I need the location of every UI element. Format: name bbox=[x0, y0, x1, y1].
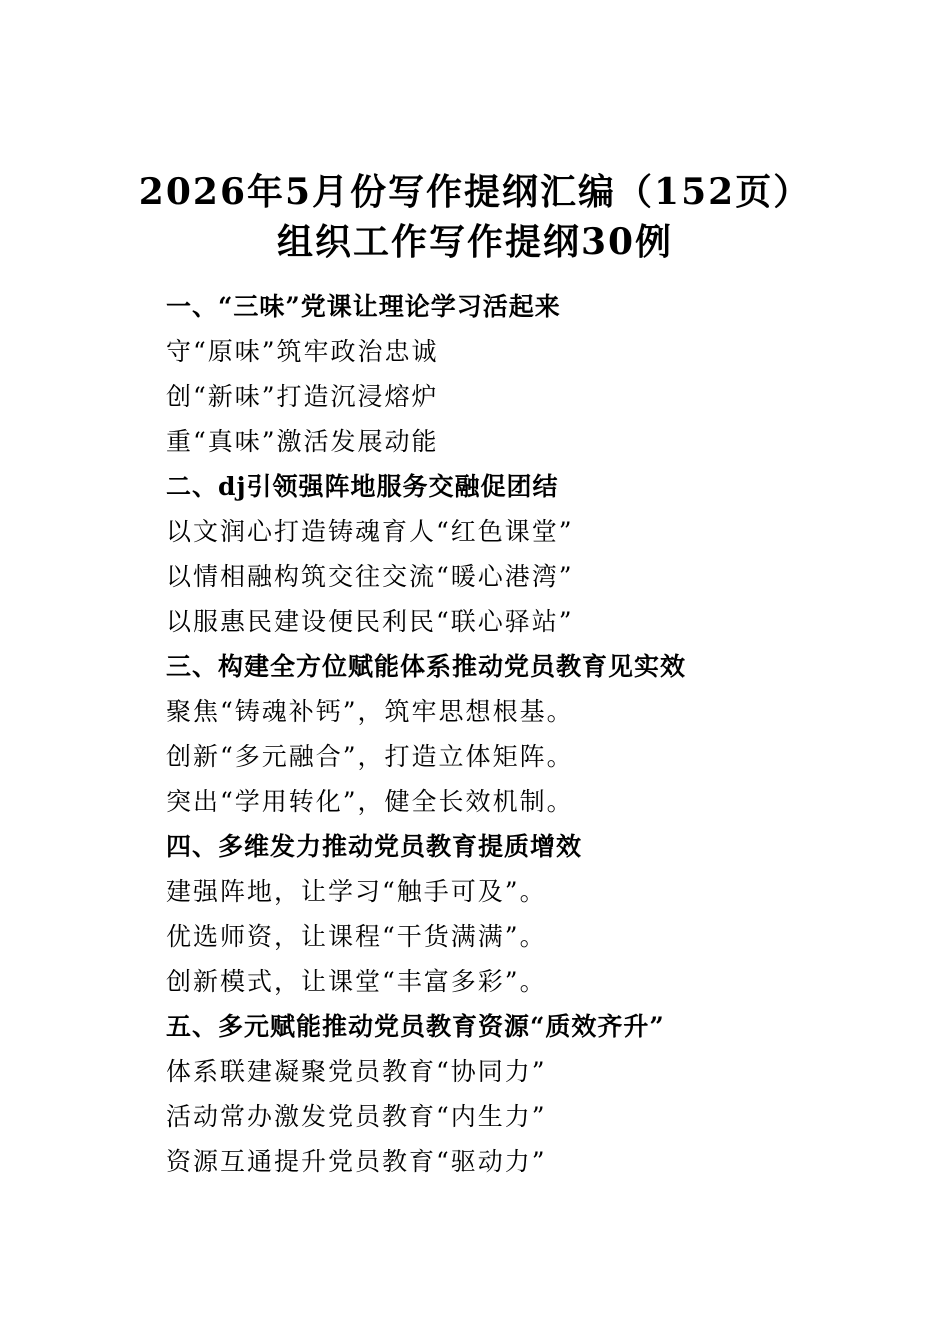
outline-section-3 bbox=[166, 644, 866, 824]
section-item: 创新“多元融合”，打造立体矩阵。 bbox=[166, 742, 574, 771]
outline-section-2 bbox=[166, 464, 866, 644]
section-item: 聚焦“铸魂补钙”，筑牢思想根基。 bbox=[166, 697, 574, 726]
section-item: 创新模式，让课堂“丰富多彩”。 bbox=[166, 967, 547, 996]
section-item: 重“真味”激活发展动能 bbox=[166, 427, 439, 456]
outline-list bbox=[166, 284, 866, 1184]
section-item: 创“新味”打造沉浸熔炉 bbox=[166, 382, 439, 411]
document-title: 2026年5月份写作提纲汇编（152页） bbox=[138, 171, 812, 213]
section-heading: 二、dj引领强阵地服务交融促团结 bbox=[166, 472, 559, 501]
section-item: 资源互通提升党员教育“驱动力” bbox=[166, 1147, 547, 1176]
section-item: 优选师资，让课程“干货满满”。 bbox=[166, 922, 547, 951]
section-item: 以文润心打造铸魂育人“红色课堂” bbox=[166, 517, 574, 546]
outline-section-1 bbox=[166, 284, 866, 464]
section-item: 守“原味”筑牢政治忠诚 bbox=[166, 337, 439, 366]
section-item: 建强阵地，让学习“触手可及”。 bbox=[166, 877, 547, 906]
section-item: 活动常办激发党员教育“内生力” bbox=[166, 1102, 547, 1131]
title-block bbox=[0, 168, 950, 266]
section-item: 突出“学用转化”，健全长效机制。 bbox=[166, 787, 574, 816]
section-heading: 四、多维发力推动党员教育提质增效 bbox=[166, 832, 583, 861]
section-heading: 一、“三味”党课让理论学习活起来 bbox=[166, 292, 561, 321]
section-item: 体系联建凝聚党员教育“协同力” bbox=[166, 1057, 547, 1086]
document-subtitle: 组织工作写作提纲30例 bbox=[276, 221, 674, 263]
section-item: 以情相融构筑交往交流“暖心港湾” bbox=[166, 562, 574, 591]
outline-section-5 bbox=[166, 1004, 866, 1184]
section-heading: 三、构建全方位赋能体系推动党员教育见实效 bbox=[166, 652, 687, 681]
section-heading: 五、多元赋能推动党员教育资源“质效齐升” bbox=[166, 1012, 665, 1041]
section-item: 以服惠民建设便民利民“联心驿站” bbox=[166, 607, 574, 636]
outline-section-4 bbox=[166, 824, 866, 1004]
